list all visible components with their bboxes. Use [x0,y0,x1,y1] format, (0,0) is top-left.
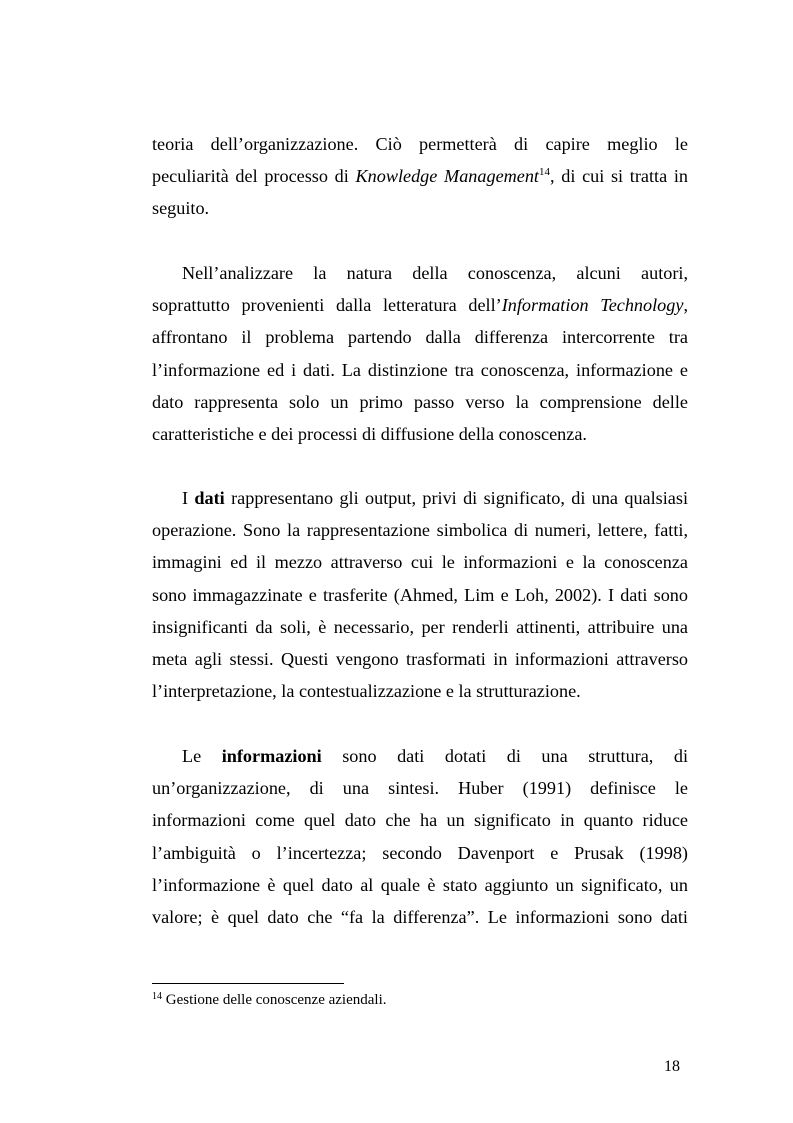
text-run: , di cui si tratta in [550,166,688,187]
text-line: seguito. [152,198,210,219]
footnote-text: Gestione delle conoscenze aziendali. [162,992,387,1008]
text-run: I [182,488,195,508]
text-line: caratteristiche e dei processi di diffusione della conoscenza. [152,424,587,445]
text-line: l’informazione è quel dato al quale è stato aggiunto un significato, un [152,874,688,895]
footnote [152,990,386,1010]
text-line: affrontano il problema partendo dalla differenza intercorrente tra [152,327,688,348]
italic-term: Information Technology [501,295,684,316]
text-line: operazione. Sono la rappresentazione simbolica di numeri, lettere, fatti, [152,520,688,541]
text-line [152,740,688,772]
bold-term: dati [194,488,225,508]
text-line: sono immagazzinate e trasferite (Ahmed, Lim e Loh, 2002). I dati sono [152,584,688,605]
footnote-reference[interactable]: 14 [539,166,550,179]
text-line: informazioni come quel dato che ha un significato in quanto riduce [152,810,688,831]
text-line: valore; è quel dato che “fa la differenza”. Le informazioni sono dati [152,907,688,928]
text-run: rappresentano gli output, privi di significato, di una qualsiasi [224,488,689,508]
text-line: un’organizzazione, di una sintesi. Huber (1991) definisce le [152,778,688,799]
text-run: , [683,295,688,316]
paragraph-dati [152,482,688,707]
text-line: l’interpretazione, la contestualizzazione e la strutturazione. [152,681,581,702]
text-run: soprattutto provenienti dalla letteratura dell’ [152,295,502,316]
text-line: Nell’analizzare la natura della conoscenza, alcuni autori, [182,263,688,283]
text-run: peculiarità del processo di [152,166,356,187]
text-line [152,160,688,192]
footnote-divider [152,983,344,984]
italic-term: Knowledge Management [355,166,539,187]
text-line: meta agli stessi. Questi vengono trasformati in informazioni attraverso [152,649,688,670]
text-line: l’informazione ed i dati. La distinzione tra conoscenza, informazione e [152,359,688,380]
page-number: 18 [664,1058,680,1075]
paragraph-informazioni [152,740,688,933]
text-line: teoria dell’organizzazione. Ciò permetterà di capire meglio le [152,134,688,154]
text-run: Le [182,746,222,766]
paragraph-knowledge-nature [152,257,688,450]
text-run: sono dati dotati di una struttura, di [321,746,688,766]
text-line: insignificanti da soli, è necessario, per renderli attinenti, attribuire una [152,616,688,637]
footnote-number: 14 [152,991,162,1002]
text-line: dato rappresenta solo un primo passo verso la comprensione delle [152,391,688,412]
bold-term: informazioni [221,746,322,766]
paragraph-intro-continuation [152,128,688,225]
text-line: immagini ed il mezzo attraverso cui le informazioni e la conoscenza [152,552,688,573]
text-line [152,482,688,514]
text-line: l’ambiguità o l’incertezza; secondo Davenport e Prusak (1998) [152,842,688,863]
text-line [152,289,688,321]
